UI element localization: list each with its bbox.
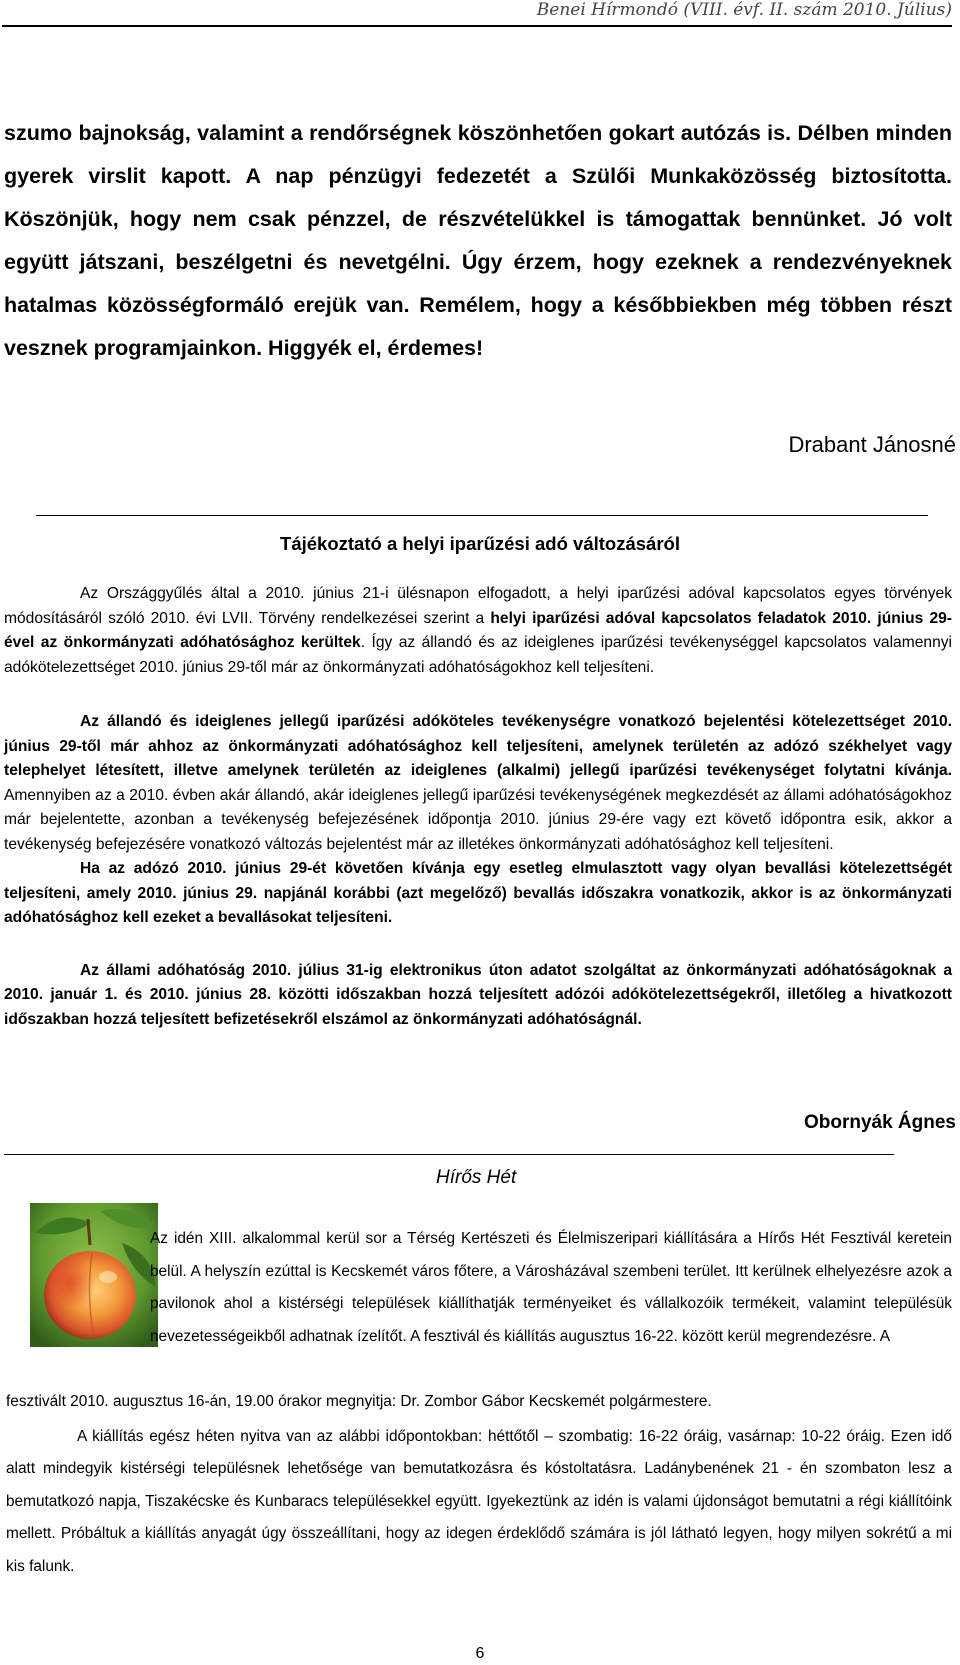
section-divider-1 xyxy=(36,515,928,516)
article-1-text: szumo bajnokság, valamint a rendőrségnek köszönhetően gokart autózás is. Délben minden gyerek virslit kapott. A nap pénzügyi fedezetét a Szülői Munkaközösség biztosította. Köszönjük, hogy nem csak pénzzel, de részvételükkel is támogattak bennünket. Jó volt együtt játszani, beszélgetni és nevetgélni. Úgy érzem, hogy ezeknek a rendezvényeknek hatalmas közösségformáló erejük van. Remélem, hogy a későbbiekben még többen részt vesznek programjainkon. Higgyék el, érdemes! xyxy=(4,121,952,360)
article-2-title: Tájékoztató a helyi iparűzési adó változásáról xyxy=(280,533,680,554)
article-2-paragraph-2: Az állandó és ideiglenes jellegű iparűzési adóköteles tevékenységre vonatkozó bejelentési kötelezettséget 2010. június 29-től már ahhoz az önkormányzati adóhatósághoz kell teljesíteni, amelynek területén az adózó székhelyet vagy telephelyet létesített, illetve amelynek területén az ideiglenes (alkalmi) jellegű iparűzési tevékenységet folytatni kívánja. Amennyiben az a 2010. évben akár állandó, akár ideiglenes jellegű iparűzési tevékenységének megkezdését az állami adóhatóságokhoz már bejelentette, azonban a tevékenység befejezésének időpontja 2010. június 29-ére vagy ezt követő időpontra esik, akkor a tevékenység befejezésére vonatkozó változás bejelentést már az illetékes önkormányzati adóhatósághoz kell teljesíteni. xyxy=(4,713,952,853)
article-3-body xyxy=(6,1386,952,1583)
article-3-paragraph-1-continued: fesztivált 2010. augusztus 16-án, 19.00 órakor megnyitja: Dr. Zombor Gábor Kecskemét polgármestere. xyxy=(6,1393,712,1410)
header-rule xyxy=(2,25,952,27)
article-2-paragraph-4: Az állami adóhatóság 2010. július 31-ig elektronikus úton adatot szolgáltat az önkormányzati adóhatóságoknak a 2010. január 1. és 2010. június 28. közötti időszakban hozzá teljesített adózói adókötelezettségekről, illetőleg a hivatkozott időszakban hozzá teljesített befizetésekről elszámol az önkormányzati adóhatóságnál. xyxy=(4,961,952,1028)
article-3-title: Hírős Hét xyxy=(436,1167,517,1188)
running-header: Benei Hírmondó (VIII. évf. II. szám 2010. Július) xyxy=(536,0,952,20)
article-2-body xyxy=(4,582,952,1032)
article-3-paragraph-1: Az idén XIII. alkalommal kerül sor a Térség Kertészeti és Élelmiszeripari kiállítására a Hírős Hét Fesztivál keretein belül. A helyszín ezúttal is Kecskemét város főtere, a Városházával szembeni terület. Itt kerülnek elhelyezésre azok a pavilonok ahol a kistérségi települések kiállíthatják terményeiket és vállalkozóik termékeit, valamint településük nevezetességeikből adhatnak ízelítőt. A fesztivál és kiállítás augusztus 16-22. között kerül megrendezésre. A xyxy=(150,1230,952,1345)
article-2-paragraph-1: Az Országgyűlés által a 2010. június 21-i ülésnapon elfogadott, a helyi iparűzési adóval kapcsolatos egyes törvények módosításáról szóló 2010. évi LVII. Törvény rendelkezései szerint a helyi iparűzési adóval kapcsolatos feladatok 2010. június 29-ével az önkormányzati adóhatósághoz kerültek. Így az állandó és az ideiglenes iparűzési tevékenységgel kapcsolatos valamennyi adókötelezettséget 2010. június 29-től már az önkormányzati adóhatóságokhoz kell teljesíteni. xyxy=(4,585,953,676)
section-divider-2 xyxy=(4,1154,894,1155)
article-3-paragraph-2: A kiállítás egész héten nyitva van az alábbi időpontokban: héttőtől – szombatig: 16-22 óráig, vasárnap: 10-22 óráig. Ezen idő alatt mindegyik kistérségi településnek lehetősége van bemutatkozásra és kóstoltatásra. Ladánybenének 21 - én szombaton lesz a bemutatkozó napja, Tiszakécske és Kunbaracs településekkel együtt. Igyekeztünk az idén is valami újdonságot bemutatni a régi kiállítóink mellett. Próbáltuk a kiállítás anyagát úgy összeállítani, hogy az idegen érdeklődő számára is jól látható legyen, hogy milyen sokrétű a mi kis falunk. xyxy=(6,1427,952,1575)
article-2-signature: Obornyák Ágnes xyxy=(803,1112,956,1133)
article-2-paragraph-3: Ha az adózó 2010. június 29-ét követően kívánja egy esetleg elmulasztott vagy olyan bevallási kötelezettségét teljesíteni, amely 2010. június 29. napjánál korábbi (azt megelőző) bevallás időszakra vonatkozik, akkor is az önkormányzati adóhatósághoz kell ezeket a bevallásokat teljesíteni. xyxy=(4,860,952,926)
page-number: 6 xyxy=(475,1645,485,1662)
peach-photo xyxy=(30,1203,158,1347)
article-1-signature: Drabant Jánosné xyxy=(788,432,956,457)
article-1-body xyxy=(4,112,952,370)
